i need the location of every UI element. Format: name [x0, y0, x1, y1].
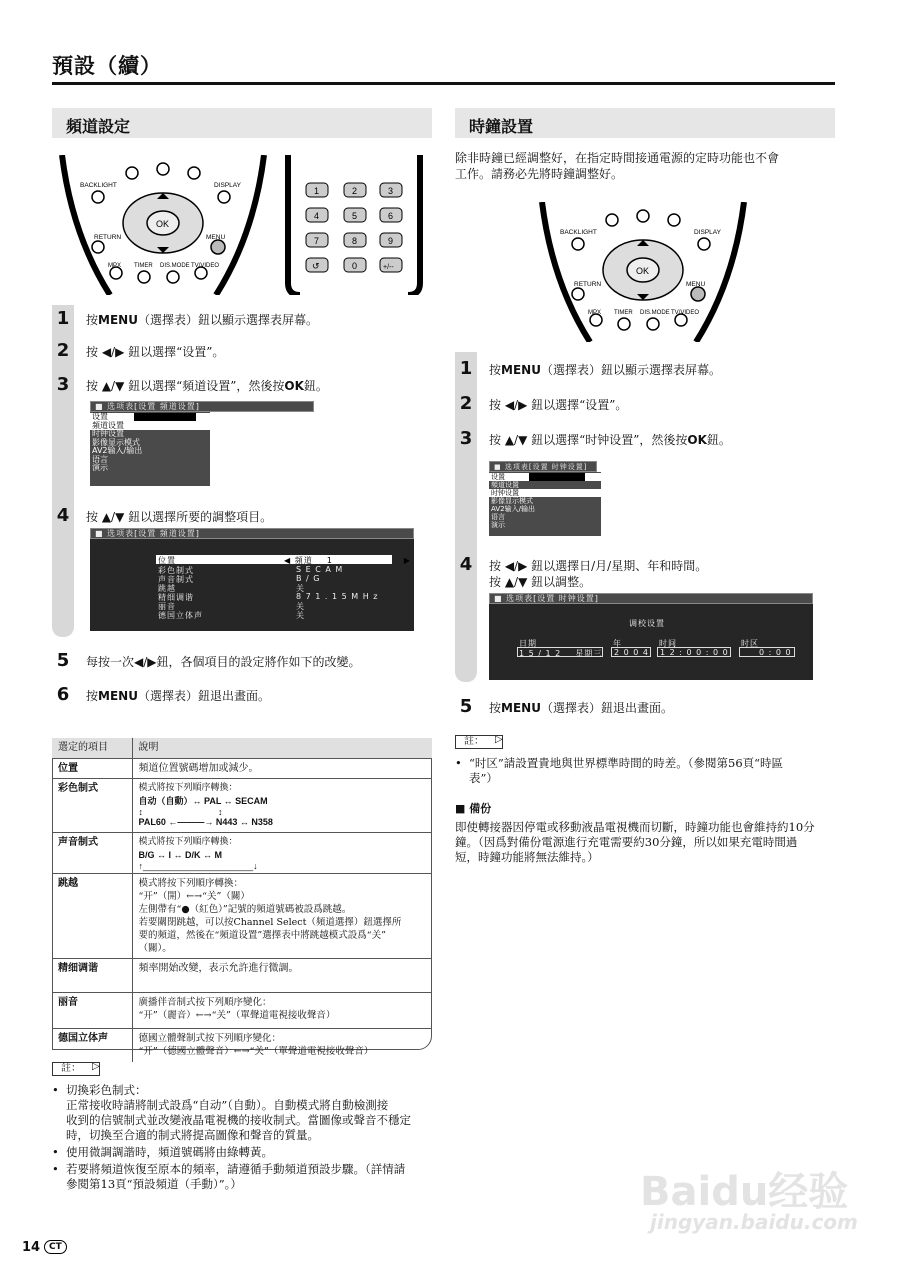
key-8: 8 — [352, 236, 358, 246]
right-note: • “时区”請設置貴地與世界標準時間的時差。（參閱第56頁“時區 表”） — [455, 756, 784, 785]
left-menu1-list — [90, 412, 210, 486]
table-header-item: 選定的項目 — [52, 738, 132, 758]
dismode-label: DIS.MODE — [640, 310, 670, 316]
left-step-4-num: 4 — [56, 505, 70, 526]
watermark-url: jingyan.baidu.com — [650, 1210, 858, 1234]
left-step-1-num: 1 — [56, 308, 70, 329]
left-step-5-text: 每按一次◀/▶鈕，各個項目的設定將作如下的改變。 — [86, 655, 361, 669]
sound-system-value: B / G — [296, 574, 321, 583]
time-label: 时间 — [659, 639, 677, 648]
key-4: 4 — [314, 211, 320, 221]
left-menu2-header: ■ 选项表[设置 頻道设置] — [90, 528, 414, 539]
left-menu1-header: ■ 选项表[设置 頻道设置] — [90, 401, 314, 412]
menu-item[interactable]: 设置 — [90, 413, 210, 422]
zone-label: 时区 — [741, 639, 759, 648]
skip-label: 跳越 — [158, 584, 176, 593]
display-label: DISPLAY — [694, 229, 721, 236]
color-system-label: 彩色制式 — [158, 566, 194, 575]
clock-intro: 除非時鐘已經調整好，在指定時間接通電源的定時功能也不會 工作。請務必先將時鐘調整好。 — [455, 151, 780, 181]
return-label: RETURN — [574, 281, 602, 288]
table-row: 位置 頻道位置號碼增加或減少。 — [52, 758, 432, 778]
dismode-label: DIS.MODE — [160, 263, 190, 269]
options-table — [52, 738, 432, 1062]
list-item: • 切換彩色制式： 正常接收時請將制式設爲“自动”（自動）。自動模式將自動檢測接 收到的信號制式並改變液晶電視機的接收制式。當圖像或聲音不穩定 時，切換至合適的制式將提高圖像和聲音的質量。 — [52, 1083, 411, 1142]
right-step-4-num: 4 — [459, 554, 473, 575]
key-plus-minus: +/-- — [383, 264, 394, 271]
left-menu2-panel — [90, 539, 414, 631]
menu-label: MENU — [686, 281, 706, 288]
left-note-tag: 註： ▷ — [52, 1061, 100, 1076]
ok-label: OK — [156, 219, 170, 229]
left-step-6-text: 按MENU（選擇表）鈕退出畫面。 — [86, 689, 270, 703]
menu-item[interactable]: AV2输入/输出 — [92, 446, 143, 455]
remote-control-illustration — [58, 155, 268, 295]
key-5: 5 — [352, 211, 358, 221]
skip-value: 关 — [296, 584, 305, 593]
table-row: 精细调谐 頻率開始改變，表示允許進行微調。 — [52, 958, 432, 992]
menu-item[interactable]: 语言 — [92, 454, 108, 464]
timer-label: TIMER — [134, 263, 153, 269]
right-menu1-header: ■ 选项表[设置 时钟设置] — [489, 461, 597, 472]
menu-item[interactable]: 影像显示模式 — [491, 497, 533, 505]
right-menu1-list — [489, 472, 601, 536]
color-system-value: S E C A M — [296, 565, 344, 574]
page-title: 預設（續） — [52, 54, 162, 78]
menu-item[interactable]: 演示 — [92, 463, 108, 472]
return-label: RETURN — [94, 234, 122, 241]
key-2: 2 — [352, 186, 358, 196]
key-6: 6 — [388, 211, 394, 221]
right-menu2-panel — [489, 604, 813, 680]
channel-setup-heading: 頻道設定 — [52, 108, 432, 138]
menu-item[interactable]: AV2输入/输出 — [491, 505, 535, 513]
left-step-4-text: 按 ▲/▼ 鈕以選擇所要的調整項目。 — [86, 510, 273, 524]
backup-title: ■ 備份 — [455, 802, 492, 815]
ok-label: OK — [636, 266, 650, 276]
mpx-label: MPX — [108, 263, 122, 269]
remote-control-illustration-right — [538, 202, 748, 342]
key-1: 1 — [314, 186, 320, 196]
watermark-brand: Baidu经验 — [640, 1169, 849, 1215]
german-stereo-label: 德国立体声 — [158, 611, 203, 620]
nicam-value: 关 — [296, 602, 305, 611]
year-value[interactable]: 2 0 0 4 — [614, 648, 649, 657]
right-step-5-text: 按MENU（選擇表）鈕退出畫面。 — [489, 701, 673, 715]
right-step-1-num: 1 — [459, 358, 473, 379]
right-step-4-text: 按 ◀/▶ 鈕以選擇日/月/星期、年和時間。 按 ▲/▼ 鈕以調整。 — [489, 559, 708, 589]
sound-system-label: 声音制式 — [158, 575, 194, 584]
table-row: 彩色制式 模式將按下列順序轉換： 自动（自動）↔ PAL ↔ SECAM ↕ ↕ PAL60 ←———→ N443 ↔ N358 — [52, 778, 432, 832]
key-3: 3 — [388, 186, 394, 196]
left-step-2-num: 2 — [56, 340, 70, 361]
right-step-3-text: 按 ▲/▼ 鈕以選擇“时钟设置”，然後按OK鈕。 — [489, 433, 731, 447]
menu-item[interactable]: 影像显示模式 — [92, 437, 140, 447]
mpx-label: MPX — [588, 310, 602, 316]
time-value[interactable]: 1 2 : 0 0 : 0 0 — [660, 648, 729, 657]
list-item: • 使用微調調諧時，頻道號碼將由綠轉黃。 — [52, 1145, 273, 1159]
menu-item[interactable]: 頻道设置 — [90, 422, 210, 431]
backlight-label: BACKLIGHT — [560, 229, 597, 236]
menu-item[interactable]: 语言 — [491, 513, 505, 521]
right-step-2-num: 2 — [459, 393, 473, 414]
menu-item[interactable]: 时钟设置 — [92, 429, 124, 438]
clock-adjust-title: 调校设置 — [629, 619, 665, 628]
key-0: 0 — [352, 261, 358, 271]
backlight-label: BACKLIGHT — [80, 182, 117, 189]
keypad-illustration — [284, 155, 424, 295]
german-stereo-value: 关 — [296, 611, 305, 620]
table-row: 丽音 廣播伴音制式按下列順序變化： “开”（麗音）←→“关”（單聲道電視接收聲音） — [52, 992, 432, 1028]
date-value[interactable]: 1 5 / 1 2 星期三 — [519, 649, 603, 658]
key-flashback: ↺ — [312, 262, 320, 272]
left-step-3-text: 按 ▲/▼ 鈕以選擇“頻道设置”，然後按OK鈕。 — [86, 379, 328, 393]
timer-label: TIMER — [614, 310, 633, 316]
tvvideo-label: TV/VIDEO — [671, 310, 700, 316]
table-row: 声音制式 模式將按下列順序轉換： B/G ↔ I ↔ D/K ↔ M ↑______________________↓ — [52, 832, 432, 873]
menu-item[interactable]: 时钟设置 — [489, 489, 601, 497]
page-number: 14 — [22, 1240, 41, 1255]
title-rule — [52, 82, 835, 85]
tvvideo-label: TV/VIDEO — [191, 263, 220, 269]
year-label: 年 — [613, 639, 622, 648]
right-menu2-header: ■ 选项表[设置 时钟设置] — [489, 593, 813, 604]
backup-text: 即使轉接器因停電或移動液晶電視機而切斷，時鐘功能也會維持約10分 鐘。（因爲對備份電源進行充電需要約30分鐘，所以如果充電時間過 短，時鐘功能將無法維持。） — [455, 820, 815, 864]
channel-row-value[interactable]: ◀ 頻道 1 ▶ — [284, 556, 411, 565]
fine-tune-value: 8 7 1 . 1 5 M H z — [296, 592, 379, 601]
menu-label: MENU — [206, 234, 226, 241]
right-step-2-text: 按 ◀/▶ 鈕以選擇“设置”。 — [489, 398, 628, 412]
clock-setup-heading: 時鐘設置 — [455, 108, 835, 138]
left-step-5-num: 5 — [56, 650, 70, 671]
right-step-5-num: 5 — [459, 696, 473, 717]
table-row: 跳越 模式將按下列順序轉換： “开”（開）←→“关”（關） 左側帶有“●（紅色）”記號的頻道號碼被設爲跳越。 若要關閉跳越，可以按Channel Select（頻道選擇）鈕選擇所 要的頻道，然後在“頻道设置”選擇表中將跳越模式設爲“关” （關）。 — [52, 873, 432, 958]
left-step-6-num: 6 — [56, 684, 70, 705]
menu-item[interactable]: 頻道设置 — [491, 481, 519, 489]
fine-tune-label: 精细调谐 — [158, 593, 194, 602]
zone-value[interactable]: 0 : 0 0 — [759, 648, 792, 657]
right-step-3-num: 3 — [459, 428, 473, 449]
table-header-desc: 說明 — [132, 738, 432, 758]
date-label: 日期 — [519, 639, 537, 648]
left-step-3-num: 3 — [56, 374, 70, 395]
left-step-1-text: 按MENU（選擇表）鈕以顯示選擇表屏幕。 — [86, 313, 318, 327]
right-step-1-text: 按MENU（選擇表）鈕以顯示選擇表屏幕。 — [489, 363, 721, 377]
channel-row-label: 位置 — [158, 556, 176, 565]
left-step-2-text: 按 ◀/▶ 鈕以選擇“设置”。 — [86, 345, 225, 359]
menu-item[interactable]: 演示 — [491, 521, 505, 529]
display-label: DISPLAY — [214, 182, 241, 189]
key-9: 9 — [388, 236, 394, 246]
key-7: 7 — [314, 236, 320, 246]
lang-badge: CT — [44, 1240, 67, 1254]
table-row: 德国立体声 德國立體聲制式按下列順序變化： “开”（德國立體聲音）←→“关”（單聲道電視接收聲音） — [52, 1028, 432, 1062]
list-item: • 若要將頻道恢復至原本的頻率，請遵循手動頻道預設步驟。（詳情請 參閱第13頁“預設頻道（手動）”。） — [52, 1162, 406, 1191]
left-notes — [52, 1083, 432, 1192]
nicam-label: 丽音 — [158, 602, 176, 611]
menu-item[interactable]: 设置 — [489, 473, 601, 481]
right-note-tag: 註： ▷ — [455, 734, 503, 749]
